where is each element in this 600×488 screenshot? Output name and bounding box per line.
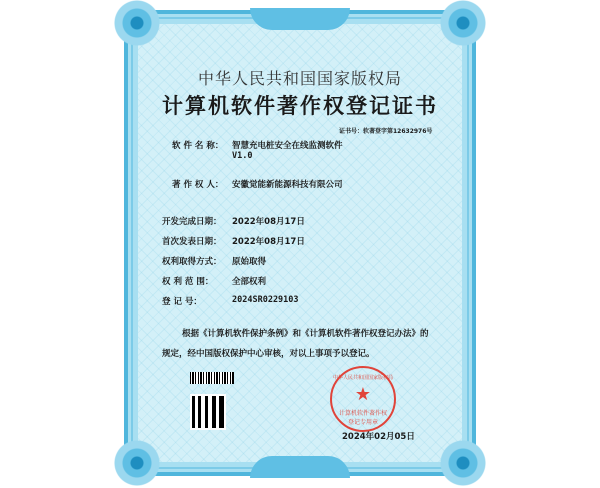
legal-paragraph-line1: 根据《计算机软件保护条例》和《计算机软件著作权登记办法》的	[182, 329, 429, 339]
star-icon: ★	[354, 384, 372, 405]
field-label-copyright-owner: 著 作 权 人：	[172, 180, 224, 190]
field-value-completion-date: 2022年08月17日	[232, 217, 305, 227]
field-label-software-name: 软 件 名 称：	[172, 141, 224, 151]
field-value-publication-date: 2022年08月17日	[232, 237, 305, 247]
certificate-number: 证书号：软著登字第12632976号	[339, 128, 433, 135]
field-value-acquisition-method: 原始取得	[232, 257, 267, 267]
field-value-rights-scope: 全部权利	[232, 277, 267, 287]
field-value-version: V1.0	[232, 151, 253, 161]
corner-ornament-icon	[440, 0, 486, 46]
issue-date: 2024年02月05日	[342, 432, 415, 442]
field-label-registration-number: 登 记 号：	[162, 297, 202, 307]
official-seal	[330, 366, 396, 432]
top-ornament-icon	[250, 8, 350, 30]
field-value-software-name: 智慧充电桩安全在线监测软件	[232, 141, 343, 151]
field-label-rights-scope: 权 利 范 围：	[162, 277, 214, 287]
field-label-publication-date: 首次发表日期：	[162, 237, 222, 247]
certificate-title: 计算机软件著作权登记证书	[162, 94, 438, 118]
field-value-copyright-owner: 安徽觉能新能源科技有限公司	[232, 180, 343, 190]
seal-line1: 计算机软件著作权	[338, 410, 387, 417]
qr-code-icon	[190, 394, 226, 430]
seal-top-text: 中华人民共和国国家版权局	[332, 375, 393, 381]
field-value-registration-number: 2024SR0229103	[232, 295, 299, 305]
field-label-acquisition-method: 权利取得方式：	[162, 257, 222, 267]
barcode-icon	[190, 372, 234, 384]
certificate	[124, 10, 476, 476]
corner-ornament-icon	[440, 440, 486, 486]
corner-ornament-icon	[114, 0, 160, 46]
corner-ornament-icon	[114, 440, 160, 486]
issuer-name: 中华人民共和国国家版权局	[197, 69, 402, 88]
field-label-completion-date: 开发完成日期：	[162, 217, 222, 227]
bottom-ornament-icon	[250, 456, 350, 478]
seal-line2: 登记专用章	[347, 419, 378, 426]
legal-paragraph-line2: 规定，经中国版权保护中心审核，对以上事项予以登记。	[162, 349, 375, 359]
